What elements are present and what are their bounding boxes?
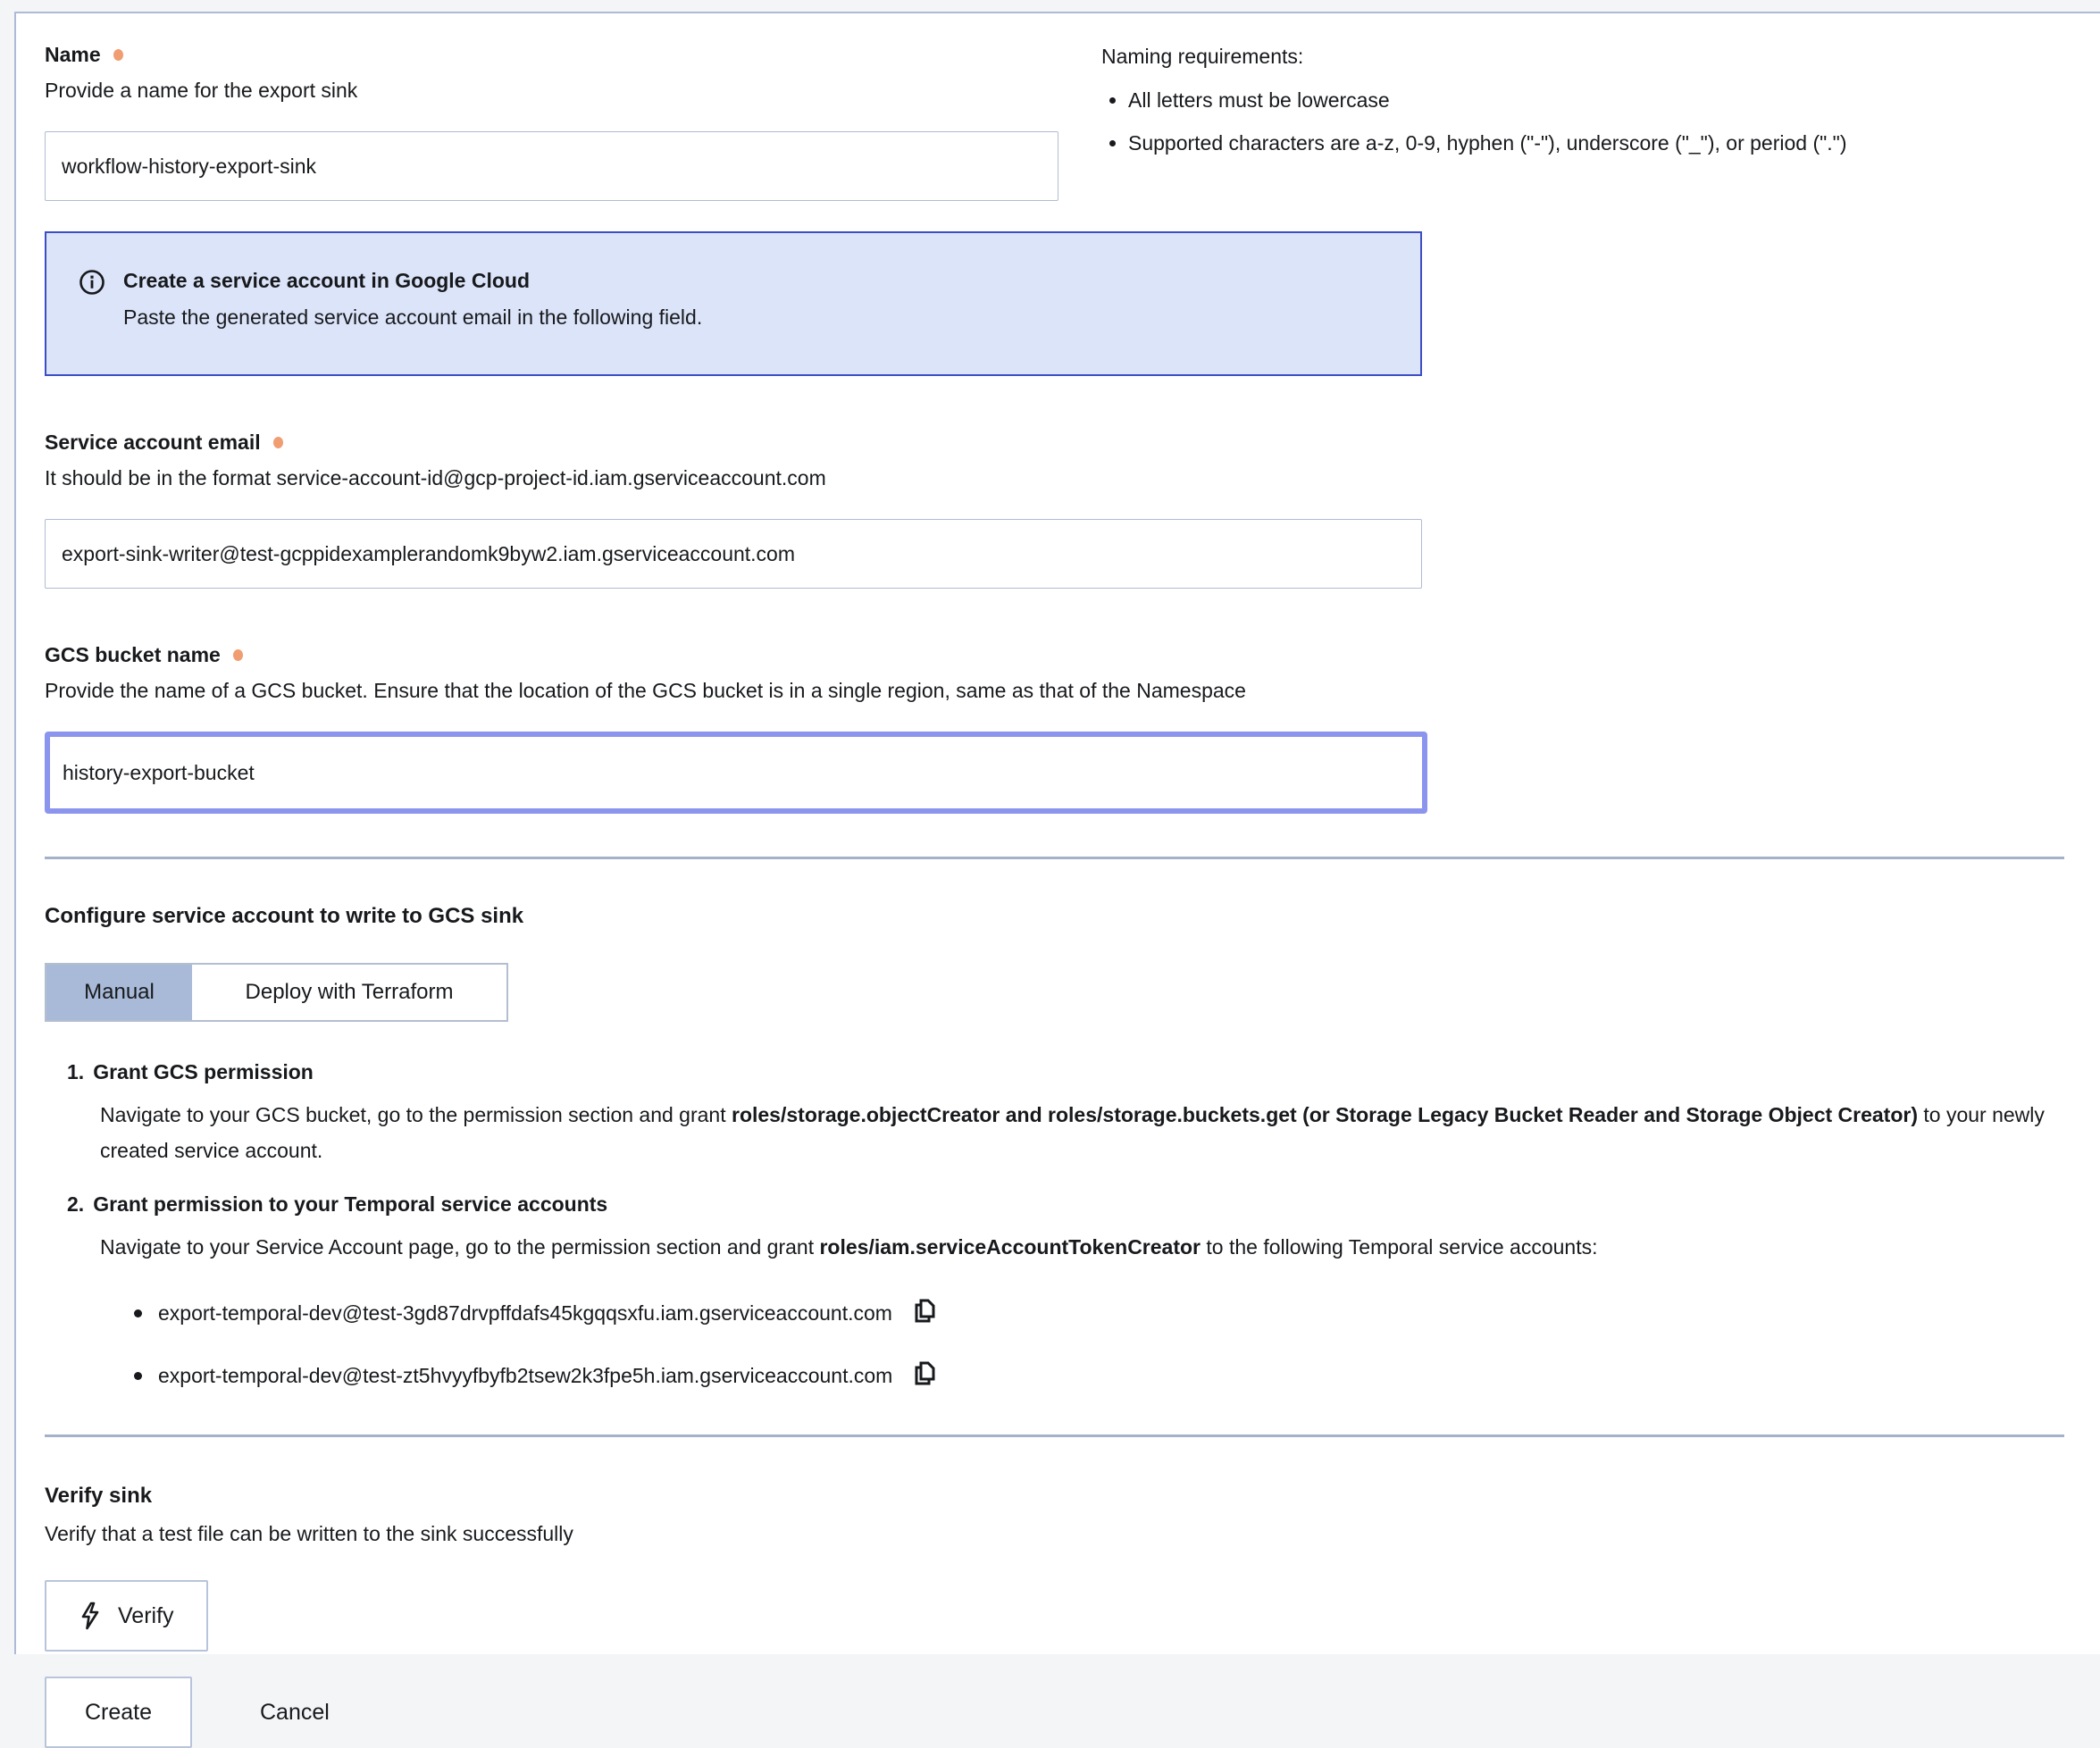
tab-deploy-with-terraform[interactable] bbox=[192, 965, 506, 1020]
configure-section bbox=[45, 902, 2100, 1393]
step-grant-gcs-permission bbox=[45, 1058, 2100, 1168]
naming-requirement-item: • All letters must be lowercase bbox=[1128, 85, 2100, 115]
step-title: Grant permission to your Temporal service accounts bbox=[93, 1192, 608, 1216]
step-body bbox=[100, 1229, 2092, 1265]
lightning-icon bbox=[79, 1602, 102, 1630]
section-divider bbox=[45, 1434, 2064, 1437]
temporal-service-accounts-list bbox=[45, 1295, 2100, 1393]
section-divider bbox=[45, 857, 2064, 859]
verify-section bbox=[45, 1482, 2100, 1652]
cancel-button-label: Cancel bbox=[260, 1699, 330, 1725]
info-banner bbox=[45, 231, 1422, 376]
temporal-service-account-email: export-temporal-dev@test-zt5hvyyfbyfb2tsew2k3fpe5h.iam.gserviceaccount.com bbox=[158, 1364, 893, 1387]
step-body-text: to the following Temporal service accounts: bbox=[1201, 1235, 1598, 1259]
step-body-bold: roles/iam.serviceAccountTokenCreator bbox=[819, 1235, 1201, 1259]
step-title: Grant GCS permission bbox=[93, 1060, 314, 1083]
cancel-button[interactable] bbox=[251, 1700, 339, 1726]
name-field-description: Provide a name for the export sink bbox=[45, 79, 358, 102]
create-button[interactable] bbox=[45, 1677, 192, 1748]
copy-icon bbox=[911, 1298, 940, 1328]
step-grant-temporal-permission bbox=[45, 1190, 2100, 1265]
form-actions bbox=[45, 1677, 2100, 1748]
configure-tabs bbox=[45, 963, 508, 1022]
create-button-label: Create bbox=[84, 1699, 153, 1725]
manual-steps bbox=[45, 1058, 2100, 1265]
required-indicator-icon bbox=[273, 437, 283, 448]
verify-button[interactable] bbox=[45, 1580, 208, 1652]
bullet-icon bbox=[134, 1309, 142, 1317]
step-body-text: Navigate to your GCS bucket, go to the permission section and grant bbox=[100, 1103, 732, 1126]
verify-button-label: Verify bbox=[118, 1602, 174, 1628]
service-account-field-group bbox=[45, 428, 2100, 589]
list-item bbox=[134, 1295, 2100, 1331]
naming-requirements-title: Naming requirements: bbox=[1101, 45, 1304, 68]
naming-requirements bbox=[1101, 40, 2100, 158]
copy-button[interactable] bbox=[910, 1359, 941, 1392]
tab-deploy-label: Deploy with Terraform bbox=[245, 980, 454, 1004]
copy-button[interactable] bbox=[910, 1297, 941, 1329]
step-number: 1. bbox=[67, 1060, 85, 1083]
gcs-bucket-name-input[interactable] bbox=[45, 732, 1427, 814]
service-account-email-input[interactable] bbox=[45, 519, 1422, 589]
name-input[interactable] bbox=[45, 131, 1058, 201]
name-and-requirements-section bbox=[45, 40, 2100, 376]
bucket-field-group bbox=[45, 640, 2100, 814]
step-number: 2. bbox=[67, 1192, 85, 1216]
naming-requirement-item: • Supported characters are a-z, 0-9, hyphen ("-"), underscore ("_"), or period (".") bbox=[1128, 128, 2100, 158]
verify-section-description: Verify that a test file can be written to the sink successfully bbox=[45, 1522, 573, 1545]
configure-section-title: Configure service account to write to GCS sink bbox=[45, 904, 524, 928]
tab-manual-label: Manual bbox=[84, 980, 155, 1004]
bucket-field-description: Provide the name of a GCS bucket. Ensure that the location of the GCS bucket is in a single region, same as that of the Namespace bbox=[45, 679, 1246, 702]
info-banner-body: Paste the generated service account email in the following field. bbox=[123, 305, 703, 329]
export-sink-form bbox=[14, 12, 2100, 1725]
bucket-field-label: GCS bucket name bbox=[45, 643, 221, 666]
service-account-field-label: Service account email bbox=[45, 431, 261, 454]
step-body-bold: roles/storage.objectCreator and roles/storage.buckets.get (or Storage Legacy Bucket Reader and Storage Object Creator) bbox=[732, 1103, 1918, 1126]
step-body-text: Navigate to your Service Account page, go to the permission section and grant bbox=[100, 1235, 820, 1259]
required-indicator-icon bbox=[113, 49, 123, 61]
service-account-field-description: It should be in the format service-account-id@gcp-project-id.iam.gserviceaccount.com bbox=[45, 466, 826, 489]
step-body bbox=[100, 1097, 2092, 1168]
required-indicator-icon bbox=[233, 649, 243, 661]
name-field-label: Name bbox=[45, 43, 101, 66]
verify-section-title: Verify sink bbox=[45, 1484, 153, 1508]
tab-manual[interactable] bbox=[46, 965, 192, 1020]
info-banner-title: Create a service account in Google Cloud bbox=[123, 269, 531, 292]
info-icon bbox=[79, 269, 105, 300]
temporal-service-account-email: export-temporal-dev@test-3gd87drvpffdafs45kgqqsxfu.iam.gserviceaccount.com bbox=[158, 1301, 892, 1325]
list-item bbox=[134, 1358, 2100, 1393]
name-field-group bbox=[45, 40, 1058, 376]
bullet-icon bbox=[134, 1372, 142, 1380]
step-body-text: to your newly created service account. bbox=[100, 1103, 2045, 1162]
copy-icon bbox=[911, 1360, 940, 1391]
